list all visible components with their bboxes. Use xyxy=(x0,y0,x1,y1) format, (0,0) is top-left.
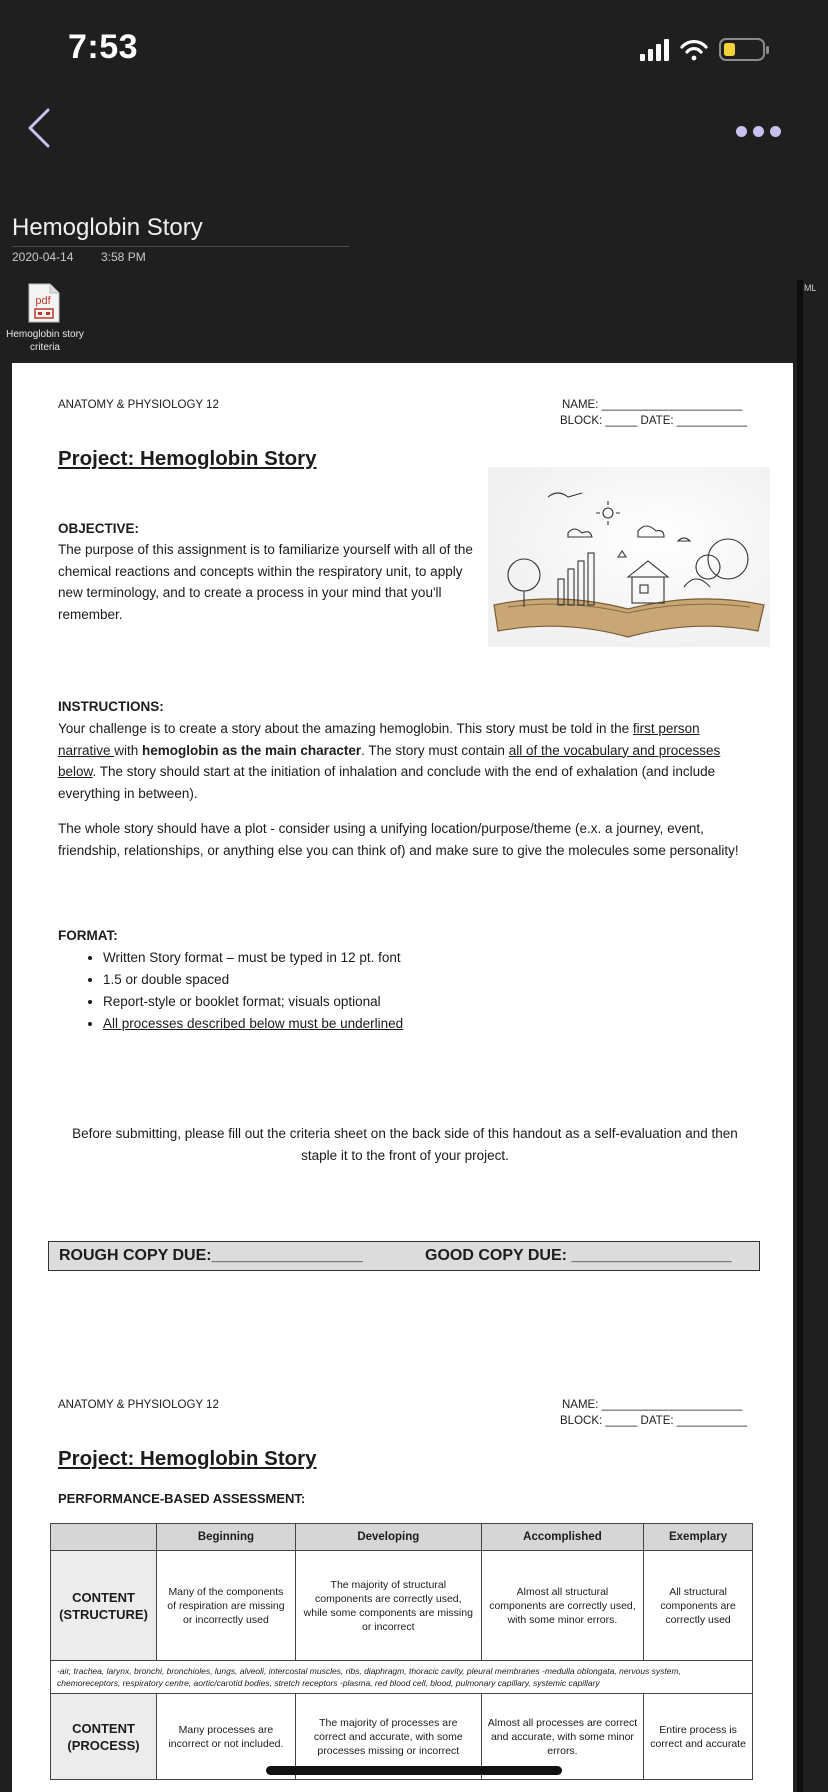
chevron-left-icon xyxy=(24,104,58,152)
table-cell: Many processes are incorrect or not included. xyxy=(157,1694,296,1780)
table-cell: The majority of structural components are correctly used, while some components are missing or incorrect xyxy=(295,1551,481,1661)
note-time: 3:58 PM xyxy=(101,250,146,264)
status-time: 7:53 xyxy=(68,28,139,66)
good-copy-due: GOOD COPY DUE: __________________ xyxy=(425,1247,732,1264)
assessment-heading: PERFORMANCE-BASED ASSESSMENT: xyxy=(58,1491,306,1506)
instructions-paragraph-2: The whole story should have a plot - consider using a unifying location/purpose/theme (e.x. a journey, event, friendship, relationships, or anything else you can think of) and make sure to give the molecules some personality! xyxy=(58,821,739,858)
status-icons xyxy=(638,36,798,64)
table-cell: Almost all structural components are correctly used, with some minor errors. xyxy=(481,1551,643,1661)
due-dates-box xyxy=(48,1241,760,1271)
table-row xyxy=(51,1551,753,1661)
header-cell: Accomplished xyxy=(481,1524,643,1551)
block-date-field-2: BLOCK: _____ DATE: ___________ xyxy=(560,1415,748,1427)
course-label-2: ANATOMY & PHYSIOLOGY 12 xyxy=(58,1399,219,1411)
rubric-table xyxy=(50,1523,753,1780)
table-cell: Many of the components of respiration are missing or incorrectly used xyxy=(157,1551,296,1661)
list-item: • Written Story format – must be typed in 12 pt. font xyxy=(103,947,403,969)
table-cell: All structural components are correctly used xyxy=(644,1551,753,1661)
rough-copy-due: ROUGH COPY DUE:_________________ xyxy=(59,1247,363,1264)
table-row xyxy=(51,1661,753,1694)
list-item: • 1.5 or double spaced xyxy=(103,969,403,991)
block-date-field: BLOCK: _____ DATE: ___________ xyxy=(560,415,748,427)
submit-note: Before submitting, please fill out the criteria sheet on the back side of this handout as a self-evaluation and then staple it to the front of your project. xyxy=(72,1126,738,1163)
format-list xyxy=(58,947,403,1035)
instructions-paragraph-1: Your challenge is to create a story about the amazing hemoglobin. This story must be told in the first person narrative with hemoglobin as the main character. The story must contain all of the vocabulary and processes below. The story should start at the initiation of inhalation and conclude with the end of exhalation (and include everything in between). xyxy=(58,721,721,801)
more-options-button[interactable] xyxy=(736,126,782,138)
note-title[interactable]: Hemoglobin Story xyxy=(12,214,203,241)
header-cell: Beginning xyxy=(157,1524,296,1551)
home-indicator[interactable] xyxy=(266,1766,562,1775)
instructions-heading: INSTRUCTIONS: xyxy=(58,699,164,714)
wifi-icon xyxy=(682,42,706,61)
cellular-signal-icon xyxy=(640,39,669,61)
table-cell: Almost all processes are correct and accurate, with some minor errors. xyxy=(481,1694,643,1780)
row-label: CONTENT (PROCESS) xyxy=(51,1694,157,1780)
header-cell xyxy=(51,1524,157,1551)
table-header-row xyxy=(51,1524,753,1551)
row-label: CONTENT (STRUCTURE) xyxy=(51,1551,157,1661)
list-item: • All processes described below must be underlined xyxy=(103,1013,403,1035)
attachment-label[interactable]: Hemoglobin story criteria xyxy=(6,329,84,353)
side-marker: ML xyxy=(804,283,817,293)
vocabulary-note: -air, trachea, larynx, bronchi, bronchioles, lungs, alveoli, intercostal muscles, ribs, diaphragm, thoracic cavity, pleural membranes -medulla oblongata, nervous system, chemoreceptors, respiratory centre, aortic/carotid bodies, stretch receptors -plasma, red blood cell, blood, pulmonary capillary, systemic capillary xyxy=(51,1661,753,1694)
storybook-illustration xyxy=(488,467,770,647)
name-field: NAME: ______________________ xyxy=(562,399,743,411)
format-heading: FORMAT: xyxy=(58,928,118,943)
svg-text:pdf: pdf xyxy=(35,295,51,307)
header-cell: Exemplary xyxy=(644,1524,753,1551)
back-button[interactable] xyxy=(24,104,58,152)
objective-heading: OBJECTIVE: xyxy=(58,521,140,536)
page-edge-bar xyxy=(797,280,803,1792)
project-title-2: Project: Hemoglobin Story xyxy=(58,1447,317,1470)
title-divider xyxy=(12,246,349,247)
list-item: • Report-style or booklet format; visuals optional xyxy=(103,991,403,1013)
project-title: Project: Hemoglobin Story xyxy=(58,447,317,470)
table-cell: Entire process is correct and accurate xyxy=(644,1694,753,1780)
name-field-2: NAME: ______________________ xyxy=(562,1399,743,1411)
header-cell: Developing xyxy=(295,1524,481,1551)
ellipsis-icon xyxy=(736,126,747,137)
course-label: ANATOMY & PHYSIOLOGY 12 xyxy=(58,399,219,411)
pdf-file-icon[interactable] xyxy=(26,282,62,324)
objective-text: The purpose of this assignment is to familiarize yourself with all of the chemical reactions and concepts within the respiratory unit, to apply new terminology, and to create a process in your mind that you'll remember. xyxy=(58,542,473,622)
battery-icon xyxy=(720,39,769,60)
note-date: 2020-04-14 xyxy=(12,250,74,264)
document-page xyxy=(12,363,793,1792)
table-cell: The majority of processes are correct and accurate, with some processes missing or incorrect xyxy=(295,1694,481,1780)
